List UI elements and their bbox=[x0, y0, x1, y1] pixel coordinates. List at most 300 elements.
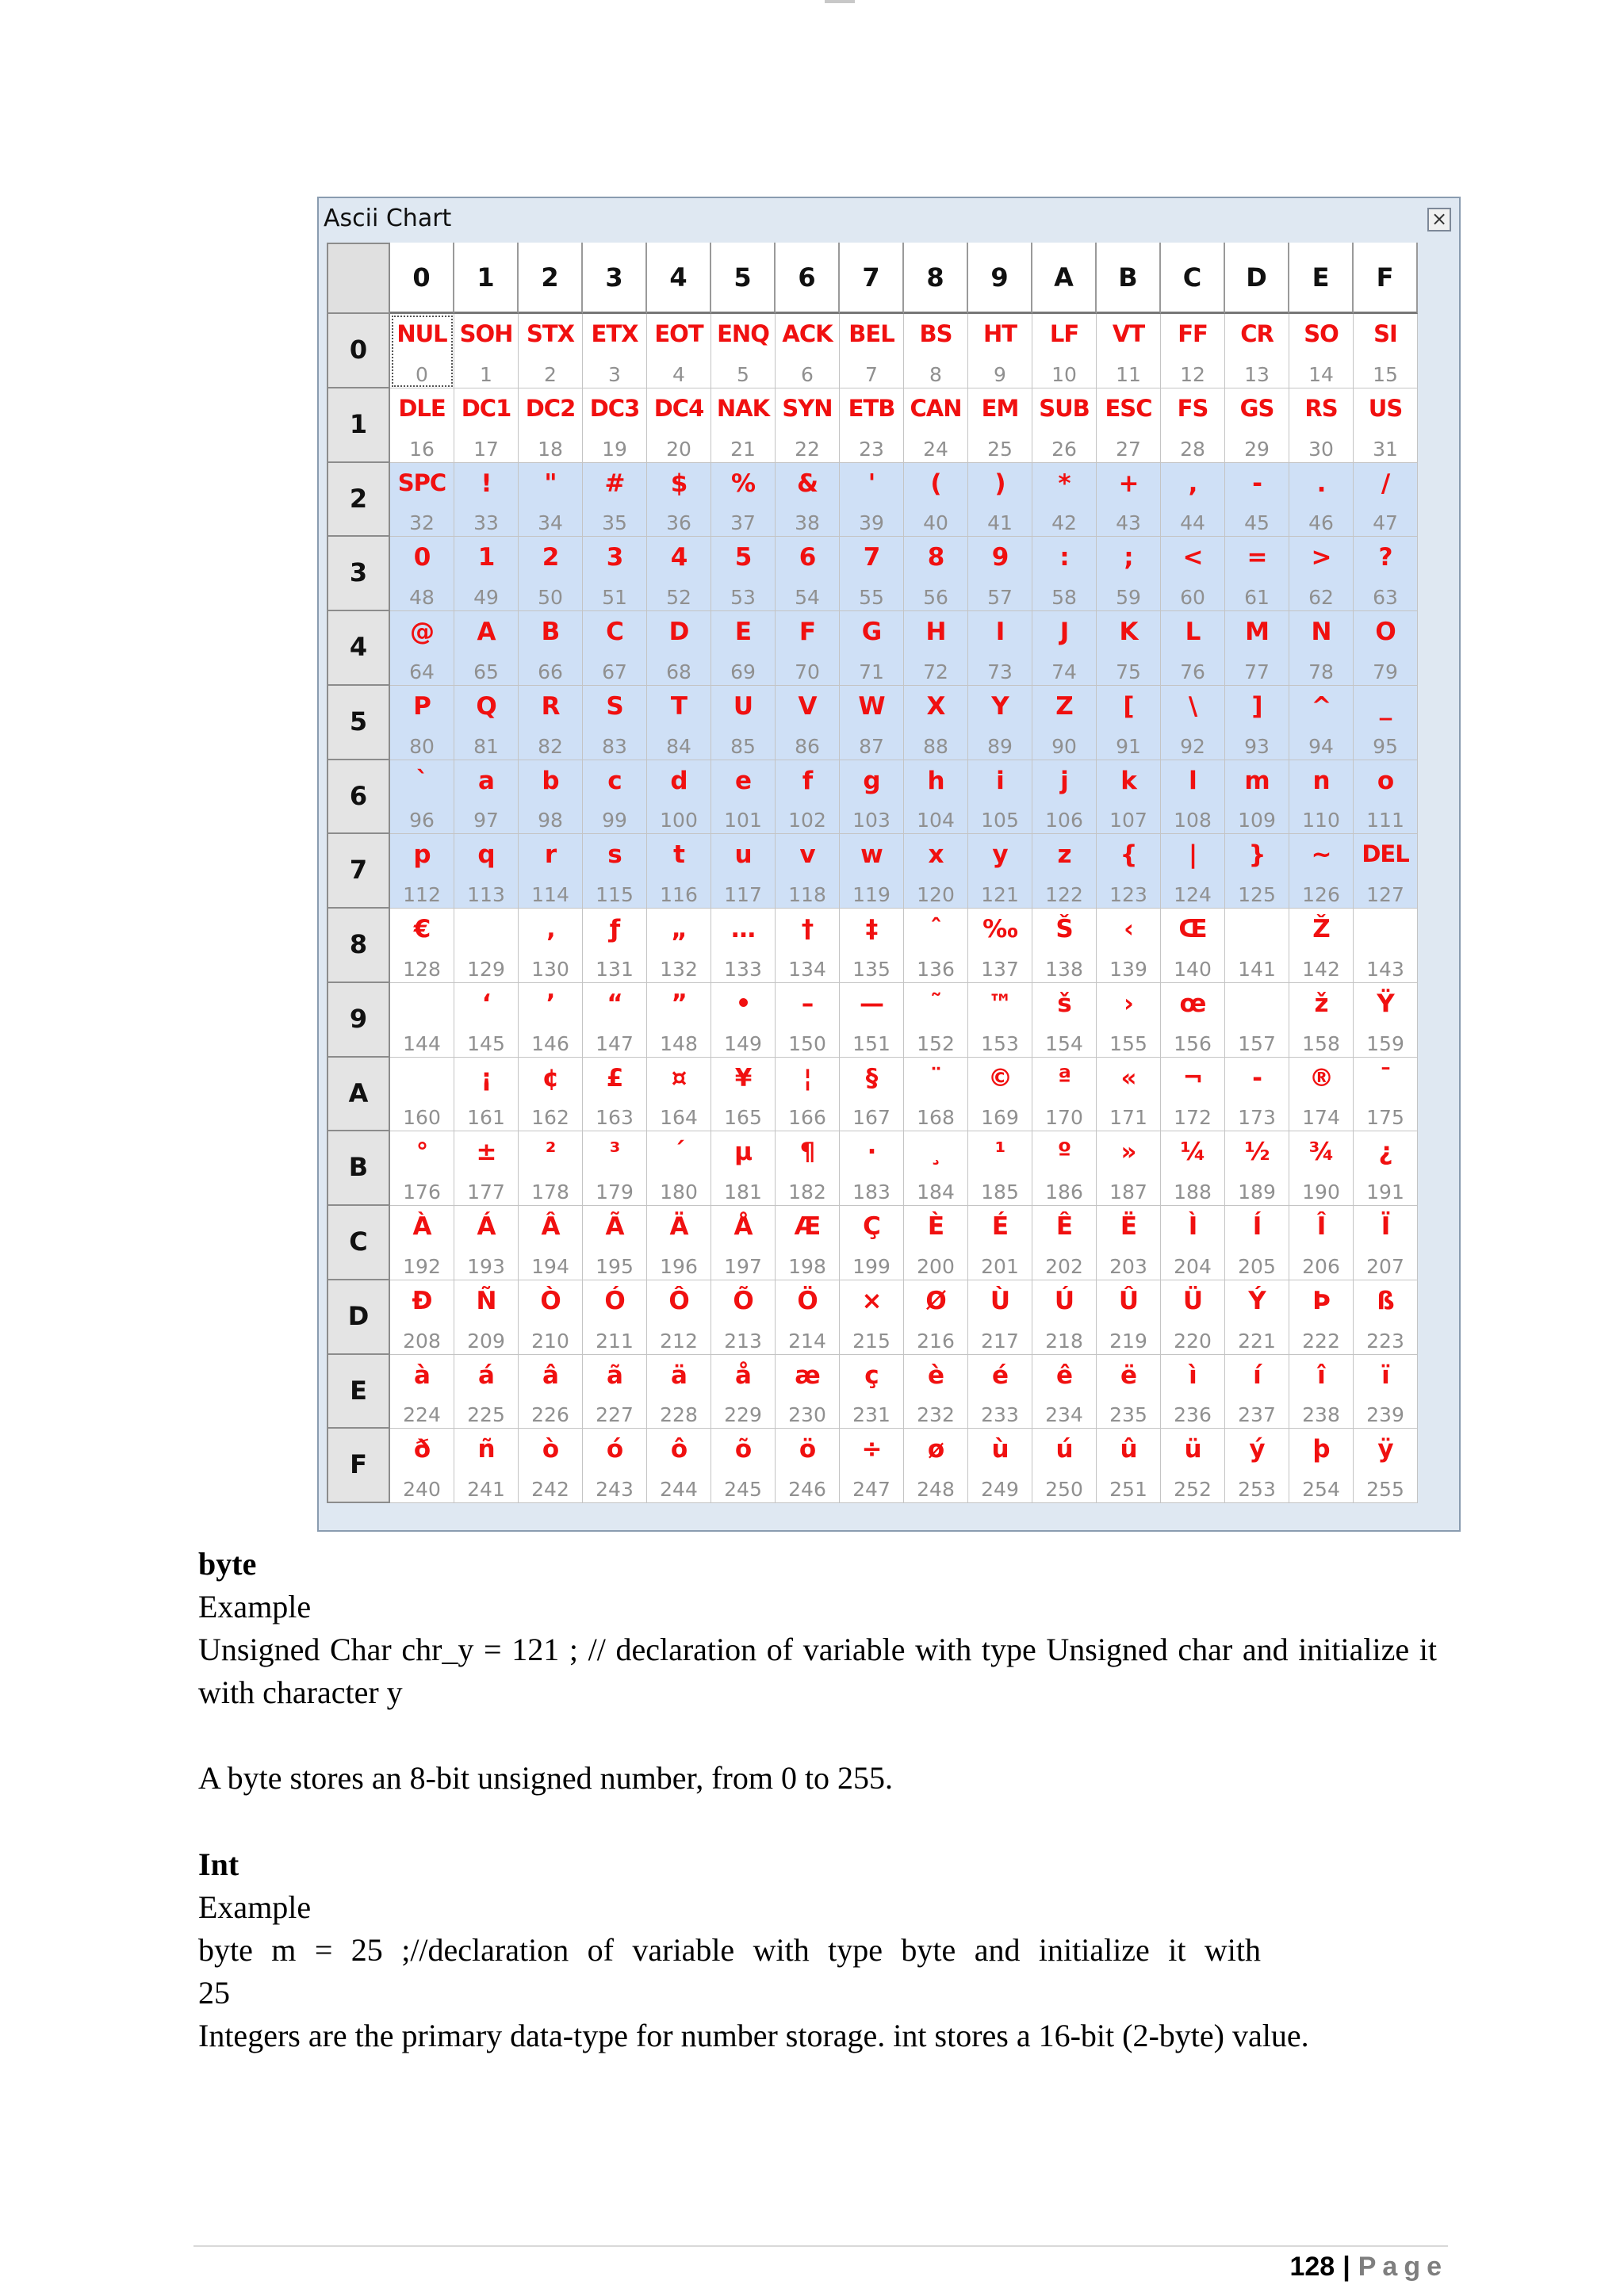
ascii-cell[interactable] bbox=[1354, 1058, 1418, 1132]
ascii-cell[interactable] bbox=[1289, 388, 1354, 463]
ascii-cell[interactable] bbox=[390, 760, 454, 835]
ascii-cell[interactable] bbox=[776, 1131, 840, 1206]
ascii-cell[interactable] bbox=[840, 611, 904, 686]
ascii-cell[interactable] bbox=[1032, 1058, 1097, 1132]
ascii-cell[interactable] bbox=[904, 463, 968, 538]
ascii-cell[interactable] bbox=[390, 1206, 454, 1280]
ascii-cell[interactable] bbox=[1289, 1058, 1354, 1132]
ascii-cell[interactable] bbox=[390, 463, 454, 538]
ascii-cell[interactable] bbox=[711, 1355, 776, 1429]
ascii-cell[interactable] bbox=[904, 760, 968, 835]
ascii-cell[interactable] bbox=[454, 537, 519, 611]
ascii-cell[interactable] bbox=[1032, 611, 1097, 686]
ascii-cell[interactable] bbox=[1225, 611, 1289, 686]
ascii-cell[interactable] bbox=[519, 463, 583, 538]
ascii-cell[interactable] bbox=[711, 388, 776, 463]
ascii-cell[interactable] bbox=[1289, 1429, 1354, 1503]
ascii-cell[interactable] bbox=[1097, 463, 1161, 538]
ascii-cell[interactable] bbox=[904, 537, 968, 611]
ascii-cell[interactable] bbox=[1097, 1131, 1161, 1206]
cell-code: 199 bbox=[852, 1254, 891, 1278]
ascii-cell[interactable] bbox=[647, 1355, 711, 1429]
ascii-cell[interactable] bbox=[968, 1429, 1032, 1503]
ascii-cell[interactable] bbox=[1289, 1131, 1354, 1206]
ascii-cell[interactable] bbox=[647, 686, 711, 760]
ascii-cell[interactable] bbox=[1161, 760, 1225, 835]
cell-code: 128 bbox=[403, 957, 441, 981]
ascii-cell[interactable] bbox=[647, 314, 711, 388]
ascii-cell[interactable] bbox=[1225, 463, 1289, 538]
ascii-cell[interactable] bbox=[583, 1058, 647, 1132]
ascii-cell[interactable] bbox=[1032, 760, 1097, 835]
ascii-cell[interactable] bbox=[583, 1429, 647, 1503]
ascii-cell[interactable] bbox=[711, 909, 776, 983]
ascii-cell[interactable] bbox=[1097, 537, 1161, 611]
ascii-cell[interactable] bbox=[711, 1058, 776, 1132]
ascii-cell[interactable] bbox=[1354, 983, 1418, 1058]
ascii-cell[interactable] bbox=[390, 909, 454, 983]
cell-code: 193 bbox=[467, 1254, 505, 1278]
ascii-cell[interactable] bbox=[583, 1131, 647, 1206]
ascii-cell[interactable] bbox=[776, 314, 840, 388]
ascii-cell[interactable] bbox=[968, 1058, 1032, 1132]
ascii-cell[interactable] bbox=[1097, 314, 1161, 388]
ascii-cell[interactable] bbox=[583, 834, 647, 909]
ascii-cell[interactable] bbox=[1289, 686, 1354, 760]
cell-symbol: k bbox=[1120, 766, 1136, 795]
ascii-cell[interactable] bbox=[1097, 1355, 1161, 1429]
column-header: F bbox=[1354, 243, 1418, 314]
cell-symbol: ù bbox=[991, 1435, 1009, 1464]
ascii-cell[interactable] bbox=[1161, 686, 1225, 760]
ascii-cell[interactable] bbox=[519, 686, 583, 760]
ascii-cell[interactable] bbox=[1225, 1058, 1289, 1132]
ascii-cell[interactable] bbox=[1354, 537, 1418, 611]
ascii-cell[interactable] bbox=[519, 909, 583, 983]
cell-symbol: E bbox=[734, 618, 752, 646]
ascii-cell[interactable] bbox=[519, 1058, 583, 1132]
ascii-cell[interactable] bbox=[454, 983, 519, 1058]
ascii-cell[interactable] bbox=[647, 1058, 711, 1132]
ascii-cell[interactable] bbox=[1354, 834, 1418, 909]
ascii-cell[interactable] bbox=[968, 388, 1032, 463]
cell-code: 112 bbox=[403, 883, 441, 906]
ascii-cell[interactable] bbox=[647, 537, 711, 611]
ascii-cell[interactable] bbox=[904, 314, 968, 388]
ascii-cell[interactable] bbox=[454, 463, 519, 538]
ascii-cell[interactable] bbox=[840, 314, 904, 388]
ascii-cell[interactable] bbox=[583, 1280, 647, 1355]
cell-code: 76 bbox=[1180, 660, 1205, 683]
ascii-cell[interactable] bbox=[1354, 1355, 1418, 1429]
ascii-cell[interactable] bbox=[711, 314, 776, 388]
ascii-cell[interactable] bbox=[1354, 463, 1418, 538]
ascii-cell[interactable] bbox=[647, 909, 711, 983]
ascii-cell[interactable] bbox=[1161, 463, 1225, 538]
ascii-cell[interactable] bbox=[840, 1429, 904, 1503]
ascii-cell[interactable] bbox=[711, 537, 776, 611]
column-header: E bbox=[1289, 243, 1354, 314]
ascii-cell[interactable] bbox=[1032, 983, 1097, 1058]
ascii-cell[interactable] bbox=[1161, 1429, 1225, 1503]
cell-symbol: DEL bbox=[1362, 840, 1409, 868]
ascii-cell[interactable] bbox=[519, 388, 583, 463]
ascii-cell[interactable] bbox=[519, 983, 583, 1058]
ascii-cell[interactable] bbox=[1289, 463, 1354, 538]
ascii-cell[interactable] bbox=[776, 760, 840, 835]
ascii-cell[interactable] bbox=[776, 1280, 840, 1355]
ascii-cell[interactable] bbox=[1354, 686, 1418, 760]
ascii-cell[interactable] bbox=[519, 537, 583, 611]
ascii-cell[interactable] bbox=[776, 983, 840, 1058]
ascii-cell[interactable] bbox=[1225, 909, 1289, 983]
cell-symbol: “ bbox=[607, 989, 622, 1018]
cell-symbol: HT bbox=[982, 320, 1017, 347]
ascii-cell[interactable] bbox=[840, 983, 904, 1058]
ascii-cell[interactable] bbox=[583, 686, 647, 760]
ascii-cell[interactable] bbox=[583, 388, 647, 463]
ascii-cell[interactable] bbox=[1225, 1429, 1289, 1503]
ascii-cell[interactable] bbox=[1097, 760, 1161, 835]
ascii-cell[interactable] bbox=[1097, 1429, 1161, 1503]
ascii-cell[interactable] bbox=[904, 1058, 968, 1132]
ascii-cell[interactable] bbox=[776, 388, 840, 463]
cell-code: 176 bbox=[403, 1181, 441, 1203]
cell-code: 124 bbox=[1174, 883, 1212, 906]
ascii-cell[interactable] bbox=[711, 1429, 776, 1503]
ascii-cell[interactable] bbox=[1032, 1355, 1097, 1429]
ascii-cell[interactable] bbox=[904, 983, 968, 1058]
ascii-cell[interactable] bbox=[968, 686, 1032, 760]
ascii-cell[interactable] bbox=[776, 1058, 840, 1132]
ascii-cell[interactable] bbox=[840, 686, 904, 760]
ascii-cell[interactable] bbox=[968, 1206, 1032, 1280]
ascii-cell[interactable] bbox=[583, 1206, 647, 1280]
cell-symbol: DC2 bbox=[525, 394, 576, 422]
ascii-cell[interactable] bbox=[968, 537, 1032, 611]
ascii-cell[interactable] bbox=[1289, 611, 1354, 686]
cell-code: 207 bbox=[1366, 1254, 1404, 1278]
ascii-cell[interactable] bbox=[390, 611, 454, 686]
ascii-cell[interactable] bbox=[1354, 1429, 1418, 1503]
cell-code: 184 bbox=[917, 1181, 955, 1203]
ascii-cell[interactable] bbox=[840, 1058, 904, 1132]
ascii-cell[interactable] bbox=[390, 1355, 454, 1429]
ascii-cell[interactable] bbox=[1225, 388, 1289, 463]
ascii-cell[interactable] bbox=[904, 1429, 968, 1503]
cell-symbol: ² bbox=[545, 1138, 556, 1167]
ascii-cell[interactable] bbox=[711, 1280, 776, 1355]
cell-code: 44 bbox=[1180, 511, 1205, 535]
ascii-cell[interactable] bbox=[1097, 909, 1161, 983]
cell-code: 20 bbox=[666, 437, 691, 461]
ascii-cell[interactable] bbox=[647, 611, 711, 686]
ascii-cell[interactable] bbox=[840, 760, 904, 835]
cell-code: 181 bbox=[724, 1181, 762, 1203]
ascii-cell[interactable] bbox=[1354, 1206, 1418, 1280]
ascii-cell[interactable] bbox=[647, 983, 711, 1058]
ascii-cell[interactable] bbox=[454, 1058, 519, 1132]
ascii-cell[interactable] bbox=[647, 1131, 711, 1206]
ascii-cell[interactable] bbox=[1161, 1131, 1225, 1206]
ascii-cell[interactable] bbox=[390, 1058, 454, 1132]
ascii-cell[interactable] bbox=[1289, 537, 1354, 611]
ascii-cell[interactable] bbox=[904, 834, 968, 909]
ascii-cell[interactable] bbox=[583, 983, 647, 1058]
ascii-cell[interactable] bbox=[647, 834, 711, 909]
ascii-cell[interactable] bbox=[1225, 1355, 1289, 1429]
cell-code: 163 bbox=[596, 1106, 634, 1130]
ascii-cell[interactable] bbox=[647, 463, 711, 538]
ascii-cell[interactable] bbox=[711, 463, 776, 538]
cell-symbol: ¶ bbox=[799, 1138, 815, 1167]
ascii-cell[interactable] bbox=[711, 686, 776, 760]
ascii-cell[interactable] bbox=[390, 834, 454, 909]
ascii-cell[interactable] bbox=[454, 834, 519, 909]
ascii-cell[interactable] bbox=[519, 1131, 583, 1206]
ascii-cell[interactable] bbox=[711, 760, 776, 835]
ascii-cell[interactable] bbox=[776, 463, 840, 538]
cell-code: 4 bbox=[672, 362, 685, 386]
ascii-cell[interactable] bbox=[840, 388, 904, 463]
ascii-cell[interactable] bbox=[1032, 537, 1097, 611]
ascii-cell[interactable] bbox=[968, 1280, 1032, 1355]
ascii-cell[interactable] bbox=[583, 463, 647, 538]
cell-symbol: ž bbox=[1314, 989, 1328, 1018]
ascii-cell[interactable] bbox=[583, 909, 647, 983]
ascii-cell[interactable] bbox=[1161, 983, 1225, 1058]
ascii-cell[interactable] bbox=[1097, 983, 1161, 1058]
ascii-cell[interactable] bbox=[711, 834, 776, 909]
ascii-cell[interactable] bbox=[968, 463, 1032, 538]
cell-symbol: ¦ bbox=[802, 1063, 812, 1093]
ascii-cell[interactable] bbox=[840, 463, 904, 538]
ascii-cell[interactable] bbox=[968, 1355, 1032, 1429]
ascii-cell[interactable] bbox=[583, 537, 647, 611]
ascii-cell[interactable] bbox=[519, 834, 583, 909]
ascii-cell[interactable] bbox=[840, 1131, 904, 1206]
ascii-cell[interactable] bbox=[1097, 388, 1161, 463]
ascii-cell[interactable] bbox=[1097, 834, 1161, 909]
ascii-cell[interactable] bbox=[1225, 537, 1289, 611]
ascii-cell[interactable] bbox=[1354, 314, 1418, 388]
ascii-cell[interactable] bbox=[1161, 388, 1225, 463]
ascii-cell[interactable] bbox=[1225, 1131, 1289, 1206]
ascii-cell[interactable] bbox=[1097, 611, 1161, 686]
ascii-cell[interactable] bbox=[840, 1206, 904, 1280]
ascii-cell[interactable] bbox=[711, 1206, 776, 1280]
cell-code: 215 bbox=[852, 1329, 891, 1353]
cell-symbol: z bbox=[1057, 840, 1071, 870]
ascii-cell[interactable] bbox=[454, 760, 519, 835]
ascii-cell[interactable] bbox=[840, 909, 904, 983]
ascii-cell[interactable] bbox=[776, 686, 840, 760]
cell-code: 19 bbox=[602, 437, 627, 461]
ascii-cell[interactable] bbox=[1354, 388, 1418, 463]
cell-symbol: – bbox=[801, 989, 814, 1018]
ascii-cell[interactable] bbox=[1225, 1206, 1289, 1280]
ascii-cell[interactable] bbox=[1289, 909, 1354, 983]
ascii-cell[interactable] bbox=[390, 686, 454, 760]
ascii-cell[interactable] bbox=[390, 983, 454, 1058]
ascii-cell[interactable] bbox=[390, 1429, 454, 1503]
ascii-cell[interactable] bbox=[1161, 834, 1225, 909]
ascii-cell[interactable] bbox=[519, 760, 583, 835]
cell-code: 168 bbox=[917, 1106, 955, 1130]
ascii-cell[interactable] bbox=[583, 611, 647, 686]
ascii-cell[interactable] bbox=[454, 1280, 519, 1355]
ascii-cell[interactable] bbox=[776, 1206, 840, 1280]
ascii-cell[interactable] bbox=[1032, 686, 1097, 760]
ascii-cell[interactable] bbox=[1097, 1058, 1161, 1132]
ascii-cell[interactable] bbox=[1161, 1355, 1225, 1429]
ascii-cell[interactable] bbox=[519, 1429, 583, 1503]
ascii-cell[interactable] bbox=[454, 1131, 519, 1206]
ascii-cell[interactable] bbox=[968, 611, 1032, 686]
ascii-cell[interactable] bbox=[904, 611, 968, 686]
ascii-cell[interactable] bbox=[711, 983, 776, 1058]
cell-symbol: _ bbox=[1379, 691, 1392, 721]
ascii-cell[interactable] bbox=[1032, 909, 1097, 983]
ascii-cell[interactable] bbox=[1032, 1206, 1097, 1280]
ascii-cell[interactable] bbox=[968, 1131, 1032, 1206]
ascii-cell[interactable] bbox=[1289, 1280, 1354, 1355]
ascii-cell[interactable] bbox=[1161, 314, 1225, 388]
ascii-cell[interactable] bbox=[647, 1429, 711, 1503]
ascii-cell[interactable] bbox=[454, 611, 519, 686]
ascii-cell[interactable] bbox=[968, 314, 1032, 388]
ascii-cell[interactable] bbox=[904, 686, 968, 760]
ascii-cell[interactable] bbox=[840, 537, 904, 611]
ascii-cell[interactable] bbox=[519, 314, 583, 388]
ascii-cell[interactable] bbox=[1032, 463, 1097, 538]
ascii-cell[interactable] bbox=[647, 760, 711, 835]
ascii-cell[interactable] bbox=[1161, 909, 1225, 983]
ascii-cell[interactable] bbox=[840, 1355, 904, 1429]
cell-symbol: Æ bbox=[794, 1212, 821, 1241]
ascii-cell[interactable] bbox=[390, 314, 454, 388]
ascii-cell[interactable] bbox=[583, 760, 647, 835]
ascii-cell[interactable] bbox=[454, 314, 519, 388]
ascii-cell[interactable] bbox=[519, 611, 583, 686]
ascii-cell[interactable] bbox=[1097, 1206, 1161, 1280]
ascii-cell[interactable] bbox=[904, 1280, 968, 1355]
ascii-cell[interactable] bbox=[1032, 1280, 1097, 1355]
column-header: 1 bbox=[454, 243, 519, 314]
ascii-cell[interactable] bbox=[1289, 983, 1354, 1058]
cell-code: 129 bbox=[467, 957, 505, 981]
ascii-cell[interactable] bbox=[904, 388, 968, 463]
ascii-cell[interactable] bbox=[904, 909, 968, 983]
ascii-cell[interactable] bbox=[1289, 314, 1354, 388]
ascii-cell[interactable] bbox=[776, 537, 840, 611]
ascii-cell[interactable] bbox=[776, 611, 840, 686]
ascii-cell[interactable] bbox=[1354, 1131, 1418, 1206]
ascii-cell[interactable] bbox=[1225, 314, 1289, 388]
ascii-cell[interactable] bbox=[1032, 834, 1097, 909]
ascii-cell[interactable] bbox=[904, 1355, 968, 1429]
ascii-cell[interactable] bbox=[647, 388, 711, 463]
ascii-cell[interactable] bbox=[711, 611, 776, 686]
ascii-cell[interactable] bbox=[1097, 686, 1161, 760]
ascii-cell[interactable] bbox=[1161, 611, 1225, 686]
ascii-cell[interactable] bbox=[776, 1429, 840, 1503]
ascii-cell[interactable] bbox=[1225, 983, 1289, 1058]
ascii-cell[interactable] bbox=[519, 1206, 583, 1280]
ascii-cell[interactable] bbox=[1161, 1058, 1225, 1132]
ascii-cell[interactable] bbox=[840, 834, 904, 909]
ascii-cell[interactable] bbox=[1032, 1131, 1097, 1206]
cell-code: 125 bbox=[1238, 883, 1276, 906]
ascii-cell[interactable] bbox=[454, 686, 519, 760]
ascii-cell[interactable] bbox=[776, 1355, 840, 1429]
ascii-cell[interactable] bbox=[904, 1206, 968, 1280]
close-icon[interactable]: × bbox=[1427, 208, 1451, 232]
ascii-cell[interactable] bbox=[1032, 314, 1097, 388]
ascii-cell[interactable] bbox=[1289, 760, 1354, 835]
ascii-cell[interactable] bbox=[904, 1131, 968, 1206]
ascii-cell[interactable] bbox=[1354, 760, 1418, 835]
ascii-cell[interactable] bbox=[968, 760, 1032, 835]
ascii-cell[interactable] bbox=[390, 388, 454, 463]
ascii-cell[interactable] bbox=[1289, 1206, 1354, 1280]
ascii-cell[interactable] bbox=[1354, 909, 1418, 983]
ascii-cell[interactable] bbox=[390, 1280, 454, 1355]
ascii-cell[interactable] bbox=[1161, 537, 1225, 611]
ascii-cell[interactable] bbox=[776, 909, 840, 983]
ascii-cell[interactable] bbox=[1289, 1355, 1354, 1429]
cell-code: 77 bbox=[1244, 660, 1270, 683]
ascii-cell[interactable] bbox=[1354, 611, 1418, 686]
ascii-cell[interactable] bbox=[647, 1206, 711, 1280]
ascii-cell[interactable] bbox=[454, 1355, 519, 1429]
ascii-cell[interactable] bbox=[1161, 1206, 1225, 1280]
ascii-cell[interactable] bbox=[968, 983, 1032, 1058]
ascii-cell[interactable] bbox=[454, 388, 519, 463]
ascii-cell[interactable] bbox=[1161, 1280, 1225, 1355]
ascii-cell[interactable] bbox=[1097, 1280, 1161, 1355]
ascii-cell[interactable] bbox=[454, 909, 519, 983]
cell-symbol: ‰ bbox=[982, 915, 1017, 943]
ascii-cell[interactable] bbox=[840, 1280, 904, 1355]
ascii-cell[interactable] bbox=[1225, 834, 1289, 909]
cell-code: 222 bbox=[1302, 1329, 1340, 1353]
ascii-cell[interactable] bbox=[1032, 388, 1097, 463]
ascii-cell[interactable] bbox=[647, 1280, 711, 1355]
ascii-cell[interactable] bbox=[1225, 760, 1289, 835]
ascii-cell[interactable] bbox=[968, 909, 1032, 983]
ascii-cell[interactable] bbox=[583, 314, 647, 388]
cell-code: 57 bbox=[987, 586, 1013, 609]
ascii-cell[interactable] bbox=[776, 834, 840, 909]
ascii-cell[interactable] bbox=[1354, 1280, 1418, 1355]
ascii-cell[interactable] bbox=[454, 1206, 519, 1280]
ascii-cell[interactable] bbox=[1225, 1280, 1289, 1355]
cell-code: 136 bbox=[917, 957, 955, 981]
ascii-cell[interactable] bbox=[1289, 834, 1354, 909]
ascii-cell[interactable] bbox=[390, 537, 454, 611]
ascii-cell[interactable] bbox=[583, 1355, 647, 1429]
ascii-cell[interactable] bbox=[390, 1131, 454, 1206]
ascii-cell[interactable] bbox=[968, 834, 1032, 909]
ascii-cell[interactable] bbox=[711, 1131, 776, 1206]
ascii-cell[interactable] bbox=[1032, 1429, 1097, 1503]
cell-symbol: r bbox=[544, 840, 557, 870]
ascii-cell[interactable] bbox=[454, 1429, 519, 1503]
ascii-cell[interactable] bbox=[519, 1280, 583, 1355]
ascii-cell[interactable] bbox=[519, 1355, 583, 1429]
ascii-cell[interactable] bbox=[1225, 686, 1289, 760]
